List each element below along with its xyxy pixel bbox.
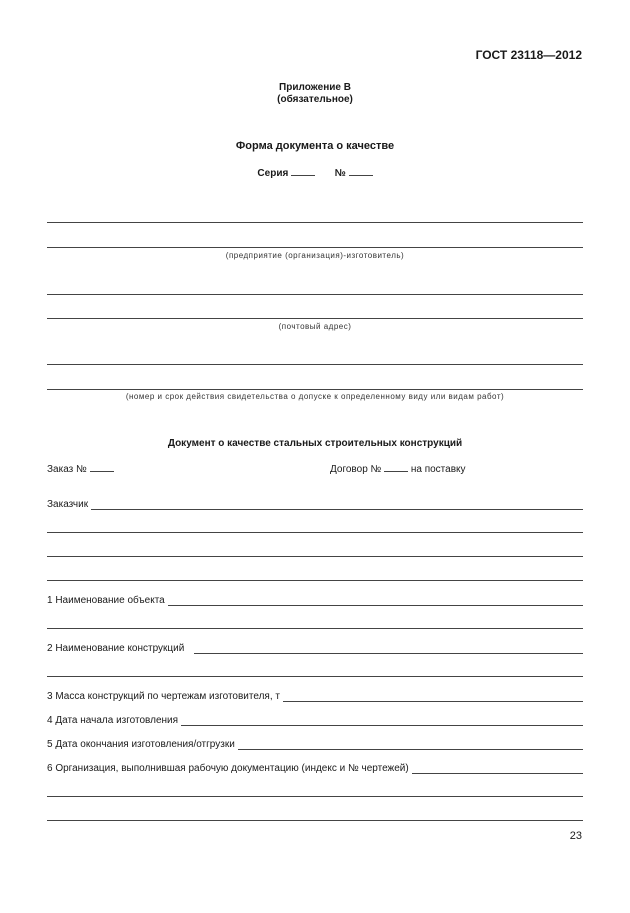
number-label: №: [334, 168, 346, 179]
construction-name-row: [47, 640, 583, 654]
contract-blank: [384, 462, 408, 472]
object-name-blank: [168, 595, 583, 606]
start-date-blank: [181, 715, 583, 726]
page-number: 23: [569, 830, 582, 842]
customer-blank: [91, 499, 583, 510]
contract-line: [330, 462, 466, 475]
standard-code: ГОСТ 23118—2012: [475, 48, 582, 62]
appendix-subtitle: (обязательное): [277, 94, 353, 105]
address-line-1: [47, 294, 583, 295]
number-blank: [349, 166, 373, 176]
organization-line-3: [47, 820, 583, 821]
caption-certificate: (номер и срок действия свидетельства о допуске к определенному виду или видам работ): [125, 392, 505, 401]
address-line-2: [47, 318, 583, 319]
construction-name-blank: [194, 643, 583, 654]
object-name-label: 1 Наименование объекта: [47, 595, 165, 606]
customer-label: Заказчик: [47, 499, 89, 510]
manufacturer-line-2: [47, 247, 583, 248]
series-label: Серия: [257, 168, 289, 179]
object-name-row: [47, 592, 583, 606]
start-date-row: [47, 712, 583, 726]
document-title: Документ о качестве стальных строительных конструкций: [167, 438, 463, 449]
organization-label: 6 Организация, выполнившая рабочую документацию (индекс и № чертежей): [47, 763, 409, 774]
order-label: Заказ №: [47, 464, 87, 475]
contract-suffix: на поставку: [410, 464, 466, 475]
customer-row: [47, 496, 583, 510]
end-date-blank: [238, 739, 583, 750]
customer-line-4: [47, 580, 583, 581]
certificate-line-1: [47, 364, 583, 365]
order-blank: [90, 462, 114, 472]
construction-name-label: 2 Наименование конструкций: [47, 643, 185, 654]
mass-row: [47, 688, 583, 702]
customer-line-3: [47, 556, 583, 557]
contract-label: Договор №: [330, 464, 382, 475]
appendix-title: Приложение В: [279, 82, 351, 93]
form-title: Форма документа о качестве: [235, 140, 395, 152]
construction-name-line-2: [47, 676, 583, 677]
caption-manufacturer: (предприятие (организация)-изготовитель): [225, 251, 405, 260]
organization-blank: [412, 763, 583, 774]
mass-blank: [283, 691, 583, 702]
series-number-line: [0, 166, 630, 179]
start-date-label: 4 Дата начала изготовления: [47, 715, 179, 726]
end-date-label: 5 Дата окончания изготовления/отгрузки: [47, 739, 235, 750]
mass-label: 3 Масса конструкций по чертежам изготовителя, т: [47, 691, 280, 702]
caption-address: (почтовый адрес): [278, 322, 352, 331]
customer-line-2: [47, 532, 583, 533]
organization-line-2: [47, 796, 583, 797]
end-date-row: [47, 736, 583, 750]
manufacturer-line-1: [47, 222, 583, 223]
object-name-line-2: [47, 628, 583, 629]
certificate-line-2: [47, 389, 583, 390]
organization-row: [47, 760, 583, 774]
series-blank: [291, 166, 315, 176]
order-line: [47, 462, 114, 475]
